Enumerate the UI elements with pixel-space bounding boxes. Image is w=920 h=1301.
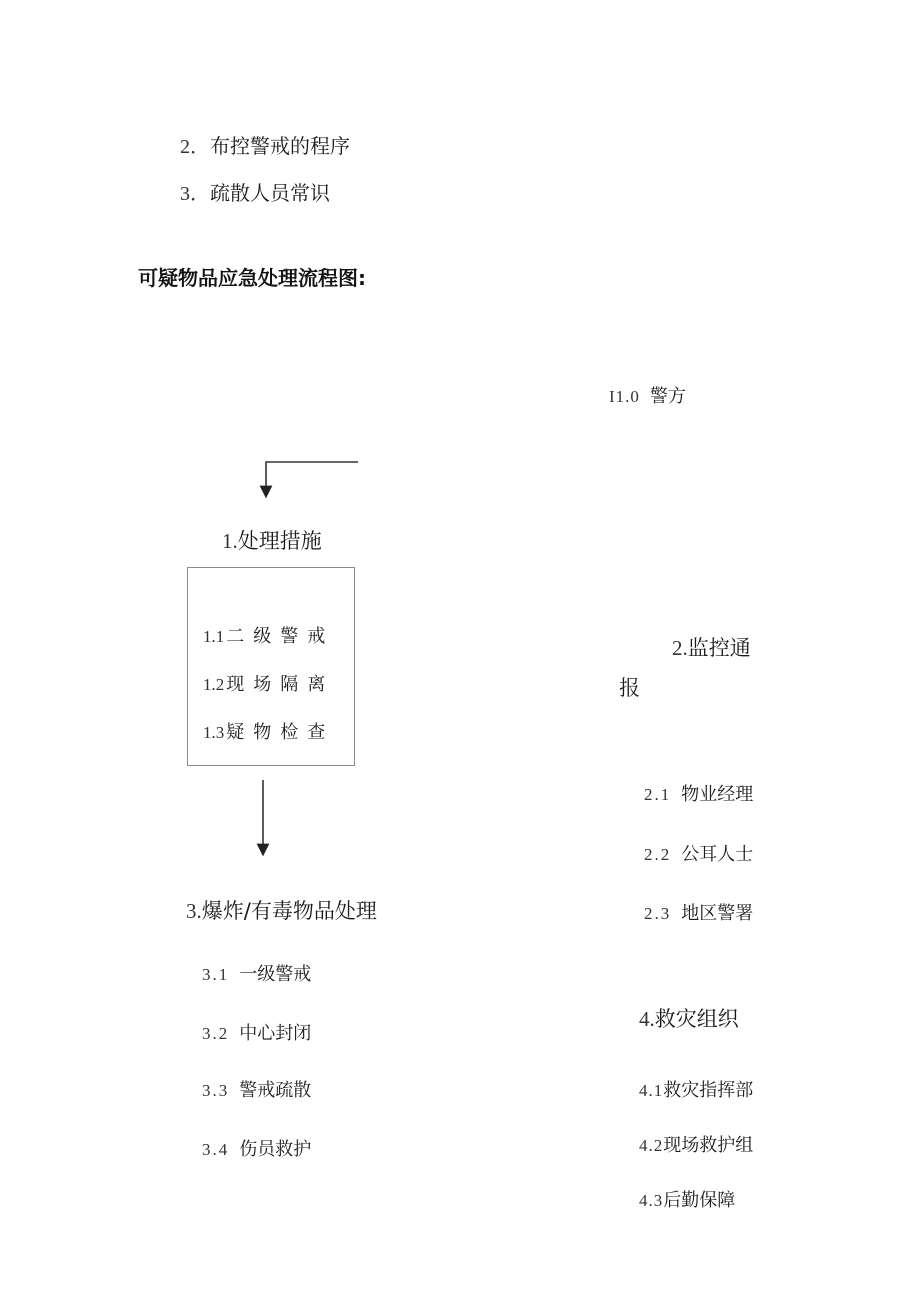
explosive-item-label: 一级警戒 — [239, 964, 312, 985]
intro-item-number: 3． — [180, 183, 210, 205]
rescue-item-label: 救灾指挥部 — [663, 1080, 754, 1101]
explosive-item-label: 中心封闭 — [239, 1023, 312, 1044]
police-node — [609, 382, 686, 408]
monitor-item — [644, 899, 753, 925]
police-node-number: I1.0 — [609, 387, 640, 406]
monitor-item-number: 2.2 — [644, 845, 672, 864]
monitor-item-number: 2.3 — [644, 904, 672, 923]
explosive-item-number: 3.3 — [202, 1081, 230, 1100]
explosive-item — [202, 1135, 311, 1161]
rescue-item-number: 4.2 — [639, 1136, 664, 1155]
measures-item — [203, 718, 334, 744]
rescue-item-number: 4.1 — [639, 1081, 664, 1100]
rescue-item-label: 现场救护组 — [663, 1135, 754, 1156]
intro-item-text: 疏散人员常识 — [210, 181, 330, 205]
monitor-item-label: 物业经理 — [681, 784, 754, 805]
intro-list-item — [180, 177, 330, 206]
explosive-item-number: 3.1 — [202, 965, 230, 984]
monitor-item-label: 公耳人士 — [681, 844, 754, 865]
police-node-label: 警方 — [649, 386, 686, 407]
rescue-title-number: 4. — [639, 1007, 655, 1031]
connector-police-to-measures — [266, 462, 358, 492]
measures-item — [203, 670, 334, 696]
rescue-title-label: 救灾组织 — [654, 1007, 739, 1031]
explosive-title-label: 爆炸/有毒物品处理 — [201, 899, 377, 923]
rescue-item-number: 4.3 — [639, 1191, 664, 1210]
rescue-item — [639, 1076, 753, 1102]
explosive-item — [202, 960, 311, 986]
monitor-node-title — [672, 632, 751, 662]
monitor-title-continuation: 报 — [619, 676, 640, 700]
explosive-item-number: 3.2 — [202, 1024, 230, 1043]
flowchart-heading: 可疑物品应急处理流程图: — [138, 266, 366, 290]
measures-item-label: 疑物检查 — [226, 722, 335, 743]
monitor-item — [644, 780, 753, 806]
measures-item — [203, 622, 334, 648]
measures-box — [187, 567, 355, 766]
rescue-node-title — [639, 1003, 739, 1033]
monitor-item — [644, 840, 753, 866]
measures-title-number: 1. — [222, 529, 238, 553]
explosive-item — [202, 1076, 311, 1102]
explosive-item-number: 3.4 — [202, 1140, 230, 1159]
explosive-item-label: 警戒疏散 — [239, 1080, 312, 1101]
measures-item-label: 现场隔离 — [226, 674, 335, 695]
measures-item-number: 1.3 — [203, 723, 225, 742]
rescue-item — [639, 1131, 753, 1157]
explosive-node-title — [186, 895, 377, 925]
monitor-title-label: 监控通 — [687, 636, 751, 660]
rescue-item-label: 后勤保障 — [663, 1190, 736, 1211]
explosive-title-number: 3. — [186, 899, 202, 923]
monitor-item-number: 2.1 — [644, 785, 672, 804]
intro-item-number: 2． — [180, 136, 210, 158]
explosive-item-label: 伤员救护 — [239, 1139, 312, 1160]
monitor-item-label: 地区警署 — [681, 903, 754, 924]
intro-list-item — [180, 130, 350, 159]
measures-item-label: 二级警戒 — [226, 626, 335, 647]
monitor-title-number: 2. — [672, 636, 688, 660]
measures-node-title — [222, 525, 322, 555]
measures-title-label: 处理措施 — [237, 529, 322, 553]
rescue-item — [639, 1186, 735, 1212]
intro-item-text: 布控警戒的程序 — [210, 134, 350, 158]
measures-item-number: 1.2 — [203, 675, 225, 694]
measures-item-number: 1.1 — [203, 627, 225, 646]
explosive-item — [202, 1019, 311, 1045]
